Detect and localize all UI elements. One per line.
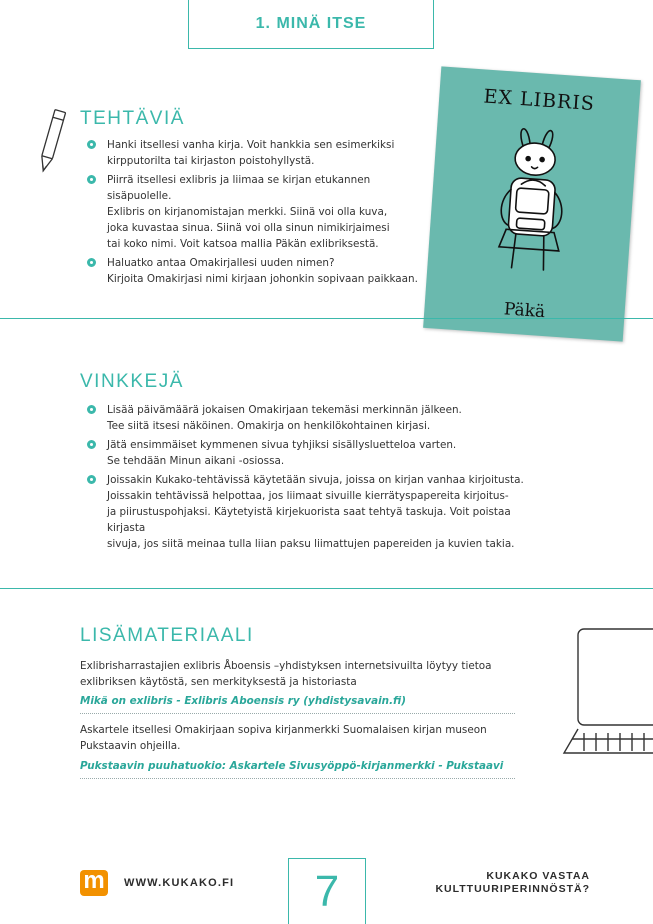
list-item: Hanki itsellesi vanha kirja. Voit hankkia sen esimerkiksi kirpputorilta tai kirjaston poistohyllystä. (86, 137, 426, 169)
bullet-icon (87, 405, 96, 414)
bullet-icon (87, 140, 96, 149)
vinkkeja-list (86, 402, 546, 555)
dotted-divider (80, 778, 515, 779)
page-number-box (288, 858, 366, 924)
exlibris-title: EX LIBRIS (482, 85, 596, 116)
section-title-box (188, 0, 434, 49)
bullet-icon (87, 440, 96, 449)
exlibris-link[interactable]: Mikä on exlibris - Exlibris Aboensis ry (yhdistysavain.fi) (80, 695, 406, 707)
list-item: Haluatko antaa Omakirjallesi uuden nimen? Kirjoita Omakirjasi nimi kirjaan johonkin sopivaan paikkaan. (86, 255, 426, 287)
bullet-icon (87, 175, 96, 184)
list-item: Piirrä itsellesi exlibris ja liimaa se kirjan etukannen sisäpuolelle. Exlibris on kirjanomistajan merkki. Siinä voi olla kuva, joka kuvastaa sinua. Siinä voi olla sinun nimikirjaimesi tai koko nimi. Voit katsoa mallia Päkän exlibriksestä. (86, 172, 426, 252)
sheep-illustration (474, 116, 590, 293)
page-number: 7 (314, 866, 340, 916)
exlibris-card (423, 66, 641, 341)
lisamateriaali-text: Exlibrisharrastajien exlibris Åboensis –yhdistyksen internetsivuilta löytyy tietoa exlibriksen käytöstä, sen merkityksestä ja historiasta (80, 660, 492, 688)
tehtavia-heading: TEHTÄVIÄ (80, 108, 185, 129)
kukako-logo: m (80, 870, 108, 896)
bullet-icon (87, 258, 96, 267)
footer-tagline: KUKAKO VASTAA KULTTUURIPERINNÖSTÄ? (435, 870, 590, 895)
laptop-icon (560, 625, 653, 765)
list-item: Jätä ensimmäiset kymmenen sivua tyhjiksi sisällysluetteloa varten. Se tehdään Minun aikani -osiossa. (86, 437, 546, 469)
list-item: Joissakin Kukako-tehtävissä käytetään sivuja, joissa on kirjan vanhaa kirjoitusta. Joissakin tehtävissä helpottaa, jos liimaat sivuille kierrätyspapereita kirjoitus- ja piirustuspohjaksi. Käytetyistä kirjekuorista saat tehtyä taskuja. Voit poistaa kirjasta sivuja, jos siitä meinaa tulla liian paksu liimattujen papereiden ja kuvien takia. (86, 472, 546, 552)
dotted-divider (80, 713, 515, 714)
bullet-icon (87, 475, 96, 484)
lisamateriaali-text: Askartele itsellesi Omakirjaan sopiva kirjanmerkki Suomalaisen kirjan museon Pukstaavin ohjeilla. (80, 724, 487, 752)
footer-url[interactable]: WWW.KUKAKO.FI (124, 877, 235, 889)
vinkkeja-heading: VINKKEJÄ (80, 371, 184, 392)
section-divider (0, 318, 653, 319)
section-divider (0, 588, 653, 589)
lisamateriaali-content (80, 658, 520, 779)
pencil-icon (36, 106, 68, 178)
tehtavia-list (86, 137, 426, 290)
exlibris-name: Päkä (503, 299, 546, 323)
pukstaavi-link[interactable]: Pukstaavin puuhatuokio: Askartele Sivusyöppö-kirjanmerkki - Pukstaavi (80, 760, 504, 772)
list-item: Lisää päivämäärä jokaisen Omakirjaan tekemäsi merkinnän jälkeen. Tee siitä itsesi näköinen. Omakirja on henkilökohtainen kirjasi. (86, 402, 546, 434)
lisamateriaali-heading: LISÄMATERIAALI (80, 625, 254, 646)
section-title: 1. MINÄ ITSE (255, 15, 367, 32)
